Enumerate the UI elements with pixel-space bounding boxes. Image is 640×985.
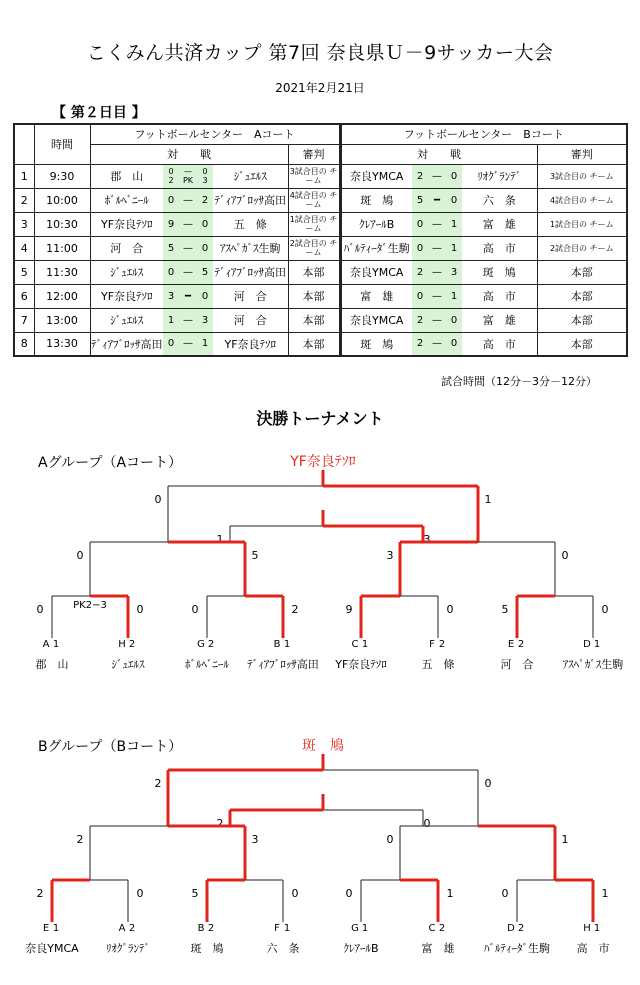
seed-rank: 1 — [52, 639, 60, 650]
row-time: 10:30 — [34, 212, 90, 236]
round1-score: 5 — [191, 887, 199, 900]
row-no: 6 — [14, 284, 34, 308]
court-a-referee: 1試合目の チーム — [288, 212, 340, 236]
court-a-away: YF奈良ﾃｿﾛ — [213, 332, 288, 356]
round1-score: 1 — [446, 887, 454, 900]
court-b-score-away: 3 — [446, 260, 462, 284]
seed-label: D — [507, 923, 515, 934]
row-time: 10:00 — [34, 188, 90, 212]
row-no: 2 — [14, 188, 34, 212]
court-b-home: 斑 鳩 — [340, 188, 412, 212]
team-name: ﾎﾞﾙﾍﾞﾆｰﾙ — [185, 658, 229, 671]
court-b-dash: — — [428, 236, 446, 260]
court-a-score-home: 0 — [163, 332, 179, 356]
court-a-score-home: 0 — [163, 260, 179, 284]
round1-score: 2 — [291, 603, 299, 616]
round1-score: 1 — [601, 887, 609, 900]
court-a-dash: — — [179, 332, 197, 356]
court-a-away: 河 合 — [213, 284, 288, 308]
court-b-referee: 本部 — [537, 308, 627, 332]
team-name: ﾊﾞﾙﾃｨｰﾀﾞ生駒 — [484, 942, 550, 955]
court-a-referee: 3試合目の チーム — [288, 164, 340, 188]
seed-rank: 1 — [361, 923, 369, 934]
court-b-referee: 本部 — [537, 284, 627, 308]
seed-label: H — [118, 639, 126, 650]
pk-note: PK2−3 — [73, 600, 107, 611]
seed-rank: 2 — [517, 639, 525, 650]
court-a-score-home: 9 — [163, 212, 179, 236]
court-a-referee: 4試合目の チーム — [288, 188, 340, 212]
seed-label: C — [351, 639, 359, 650]
court-a-referee: 本部 — [288, 308, 340, 332]
court-a-score-away: 0 — [197, 236, 213, 260]
court-a-referee: 本部 — [288, 332, 340, 356]
seed-label: E — [507, 639, 515, 650]
dash: — — [184, 167, 192, 176]
seed-rank: 1 — [593, 923, 601, 934]
court-b-home: 富 雄 — [340, 284, 412, 308]
seed-label: E — [42, 923, 50, 934]
team-name: 高 市 — [576, 942, 610, 955]
round1-score: 0 — [136, 603, 144, 616]
pk-score: 2 — [168, 176, 174, 185]
court-b-score-home: 0 — [412, 284, 428, 308]
court-b-referee: 本部 — [537, 332, 627, 356]
seed-rank: 2 — [128, 639, 136, 650]
court-a-home: ｼﾞｭｴﾙｽ — [90, 260, 163, 284]
final-score: 1 — [484, 493, 492, 506]
team-name: 河 合 — [500, 658, 534, 671]
court-b-score-away: 1 — [446, 236, 462, 260]
court-b-score-away: 1 — [446, 284, 462, 308]
seed-label: F — [429, 639, 435, 650]
row-no: 7 — [14, 308, 34, 332]
header-court-a: フットボールセンター Aコート — [90, 124, 340, 144]
court-b-score-home: 2 — [412, 260, 428, 284]
court-b-away: 富 雄 — [462, 308, 537, 332]
court-a-home: 河 合 — [90, 236, 163, 260]
team-name: ﾘｵｸﾞﾗﾝﾃﾞ — [106, 942, 150, 955]
court-b-dash: — — [428, 212, 446, 236]
court-b-referee: 4試合目の チーム — [537, 188, 627, 212]
seed-rank: 1 — [361, 639, 369, 650]
court-a-away: ｱｽﾍﾟｶﾞｽ生駒 — [213, 236, 288, 260]
court-b-dash: — — [428, 260, 446, 284]
semifinal-score: 3 — [423, 533, 431, 546]
seed-rank: 1 — [283, 923, 291, 934]
round1-score: 2 — [36, 887, 44, 900]
team-name: 奈良YMCA — [25, 942, 79, 955]
header-taisen-a: 対 戦 — [90, 144, 288, 164]
score: 0 — [202, 167, 208, 176]
court-a-away: ﾃﾞｨｱﾌﾞﾛｯｻ高田 — [213, 260, 288, 284]
court-b-score-home: 2 — [412, 308, 428, 332]
court-a-score-away: 1 — [197, 332, 213, 356]
court-a-score-away: 3 — [197, 308, 213, 332]
header-referee-a: 審判 — [288, 144, 340, 164]
court-b-score-away: 0 — [446, 308, 462, 332]
row-no: 3 — [14, 212, 34, 236]
row-time: 12:00 — [34, 284, 90, 308]
court-b-score-away: 1 — [446, 212, 462, 236]
row-time: 11:30 — [34, 260, 90, 284]
quarterfinal-score: 3 — [251, 833, 259, 846]
court-a-home: 郡 山 — [90, 164, 163, 188]
pk-label: PK — [182, 176, 194, 185]
court-a-dash: — — [179, 260, 197, 284]
seed-rank: 2 — [207, 923, 215, 934]
round1-score: 9 — [345, 603, 353, 616]
court-a-referee: 本部 — [288, 260, 340, 284]
court-b-score-away: 0 — [446, 332, 462, 356]
row-time: 13:00 — [34, 308, 90, 332]
court-b-home: 奈良YMCA — [340, 308, 412, 332]
quarterfinal-score: 5 — [251, 549, 259, 562]
seed-label: G — [197, 639, 205, 650]
court-b-dash: — — [428, 308, 446, 332]
court-b-away: 六 条 — [462, 188, 537, 212]
court-b-score-home: 2 — [412, 332, 428, 356]
round1-score: 0 — [291, 887, 299, 900]
court-b-dash: ━ — [428, 188, 446, 212]
seed-label: H — [583, 923, 591, 934]
seed-rank: 1 — [283, 639, 291, 650]
team-name: ｼﾞｭｴﾙｽ — [111, 658, 145, 671]
row-no: 4 — [14, 236, 34, 260]
seed-rank: 2 — [207, 639, 215, 650]
seed-rank: 2 — [438, 639, 446, 650]
seed-label: B — [273, 639, 281, 650]
round1-score: 5 — [501, 603, 509, 616]
row-no: 5 — [14, 260, 34, 284]
round1-score: 0 — [36, 603, 44, 616]
row-no: 8 — [14, 332, 34, 356]
court-a-dash: — — [179, 236, 197, 260]
court-a-home: YF奈良ﾃｿﾛ — [90, 284, 163, 308]
header-taisen-b: 対 戦 — [340, 144, 537, 164]
tournament-title: 決勝トーナメント — [256, 409, 384, 428]
team-name: 郡 山 — [35, 658, 69, 671]
team-name: ﾃﾞｨｱﾌﾞﾛｯｻ高田 — [247, 658, 319, 671]
seed-rank: 2 — [128, 923, 136, 934]
team-name: YF奈良ﾃｿﾛ — [335, 658, 387, 671]
court-b-score-away: 0 — [446, 164, 462, 188]
court-a-referee: 本部 — [288, 284, 340, 308]
semifinal-score: 2 — [216, 817, 224, 830]
pk-score: 3 — [202, 176, 208, 185]
seed-label: G — [351, 923, 359, 934]
court-b-score-away: 0 — [446, 188, 462, 212]
court-b-score-home: 5 — [412, 188, 428, 212]
court-a-score-away: 2 — [197, 188, 213, 212]
quarterfinal-score: 0 — [386, 833, 394, 846]
semifinal-score: 0 — [423, 817, 431, 830]
seed-label: B — [197, 923, 205, 934]
court-a-home: ｼﾞｭｴﾙｽ — [90, 308, 163, 332]
seed-rank: 2 — [438, 923, 446, 934]
court-a-dash: — — [179, 212, 197, 236]
court-a-referee: 2試合目の チーム — [288, 236, 340, 260]
quarterfinal-score: 2 — [76, 833, 84, 846]
court-b-home: ﾊﾞﾙﾃｨｰﾀﾞ生駒 — [340, 236, 412, 260]
quarterfinal-score: 3 — [386, 549, 394, 562]
seed-rank: 1 — [52, 923, 60, 934]
group-b-champion: 斑 鳩 — [302, 738, 344, 754]
round1-score: 0 — [345, 887, 353, 900]
court-b-home: 斑 鳩 — [340, 332, 412, 356]
court-b-score-home: 0 — [412, 212, 428, 236]
court-b-dash: — — [428, 164, 446, 188]
court-b-dash: — — [428, 284, 446, 308]
court-b-home: 奈良YMCA — [340, 260, 412, 284]
team-name: 六 条 — [266, 942, 300, 955]
court-a-home: YF奈良ﾃｿﾛ — [90, 212, 163, 236]
seed-label: D — [583, 639, 591, 650]
court-a-home: ﾃﾞｨｱﾌﾞﾛｯｻ高田 — [90, 332, 163, 356]
court-a-dash: — — [179, 188, 197, 212]
team-name: 斑 鳩 — [190, 942, 224, 955]
semifinal-score: 1 — [216, 533, 224, 546]
court-b-score-home: 2 — [412, 164, 428, 188]
team-name: 五 條 — [421, 658, 455, 671]
court-b-away: 高 市 — [462, 332, 537, 356]
final-score: 0 — [154, 493, 162, 506]
event-date: 2021年2月21日 — [275, 81, 365, 95]
match-time-note: 試合時間（12分－3分－12分） — [441, 375, 597, 388]
court-a-away: ｼﾞｭｴﾙｽ — [213, 164, 288, 188]
court-a-score-away: 0 — [197, 284, 213, 308]
seed-rank: 1 — [593, 639, 601, 650]
header-referee-b: 審判 — [537, 144, 627, 164]
court-b-home: 奈良YMCA — [340, 164, 412, 188]
court-b-away: 高 市 — [462, 236, 537, 260]
seed-rank: 2 — [517, 923, 525, 934]
header-time: 時間 — [34, 124, 90, 164]
court-b-referee: 本部 — [537, 260, 627, 284]
quarterfinal-score: 0 — [76, 549, 84, 562]
court-b-referee: 2試合目の チーム — [537, 236, 627, 260]
court-b-score-home: 0 — [412, 236, 428, 260]
court-a-score-home: 0 — [163, 188, 179, 212]
court-a-dash: — — [179, 308, 197, 332]
round1-score: 0 — [136, 887, 144, 900]
court-a-away: 五 條 — [213, 212, 288, 236]
team-name: 富 雄 — [421, 942, 455, 955]
court-b-away: 斑 鳩 — [462, 260, 537, 284]
court-a-score-home: 1 — [163, 308, 179, 332]
court-b-away: 富 雄 — [462, 212, 537, 236]
final-score: 2 — [154, 777, 162, 790]
seed-label: C — [428, 923, 436, 934]
row-no: 1 — [14, 164, 34, 188]
court-b-away: ﾘｵｸﾞﾗﾝﾃﾞ — [462, 164, 537, 188]
round1-score: 0 — [446, 603, 454, 616]
day-label: 【 第２日目 】 — [52, 105, 146, 121]
group-b-label: Bグループ（Bコート） — [38, 739, 183, 755]
round1-score: 0 — [501, 887, 509, 900]
final-score: 0 — [484, 777, 492, 790]
court-a-dash: ━ — [179, 284, 197, 308]
quarterfinal-score: 1 — [561, 833, 569, 846]
court-b-dash: — — [428, 332, 446, 356]
round1-score: 0 — [601, 603, 609, 616]
score: 0 — [168, 167, 174, 176]
court-a-home: ﾎﾞﾙﾍﾞﾆｰﾙ — [90, 188, 163, 212]
quarterfinal-score: 0 — [561, 549, 569, 562]
team-name: ｱｽﾍﾟｶﾞｽ生駒 — [562, 658, 624, 671]
court-a-score-away: 0 — [197, 212, 213, 236]
team-name: ｸﾚｱｰﾙB — [343, 942, 379, 955]
court-b-referee: 3試合目の チーム — [537, 164, 627, 188]
group-a-label: Aグループ（Aコート） — [38, 455, 183, 471]
court-a-away: 河 合 — [213, 308, 288, 332]
row-time: 11:00 — [34, 236, 90, 260]
court-b-referee: 1試合目の チーム — [537, 212, 627, 236]
court-a-score-home: 5 — [163, 236, 179, 260]
page-title: こくみん共済カップ 第7回 奈良県Ｕ－9サッカー大会 — [86, 42, 554, 64]
row-time: 13:30 — [34, 332, 90, 356]
court-a-score-away: 5 — [197, 260, 213, 284]
seed-label: A — [42, 639, 50, 650]
round1-score: 0 — [191, 603, 199, 616]
seed-label: F — [274, 923, 280, 934]
row-time: 9:30 — [34, 164, 90, 188]
group-a-champion: YF奈良ﾃｿﾛ — [290, 454, 356, 470]
seed-label: A — [118, 923, 126, 934]
header-court-b: フットボールセンター Bコート — [340, 124, 627, 144]
court-b-home: ｸﾚｱｰﾙB — [340, 212, 412, 236]
court-a-score-home: 3 — [163, 284, 179, 308]
court-b-away: 高 市 — [462, 284, 537, 308]
court-a-away: ﾃﾞｨｱﾌﾞﾛｯｻ高田 — [213, 188, 288, 212]
